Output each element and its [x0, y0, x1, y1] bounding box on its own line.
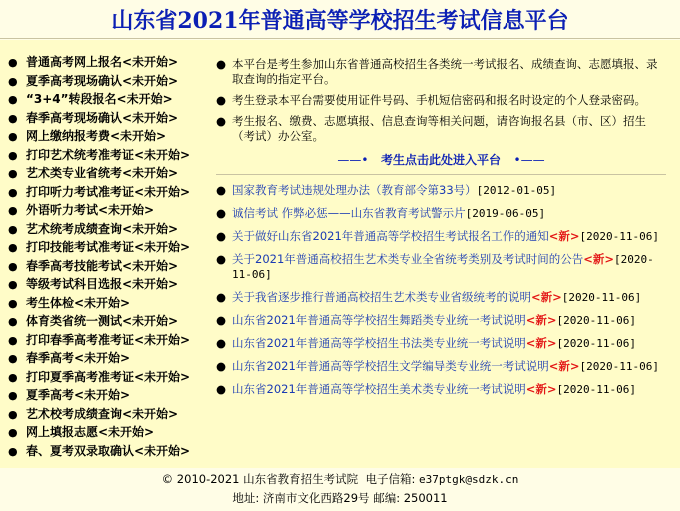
bullet-icon: ● — [216, 313, 227, 327]
bullet-icon: ● — [8, 389, 18, 402]
sidebar-item[interactable] — [8, 109, 206, 128]
news-item — [216, 290, 666, 305]
news-item — [216, 313, 666, 328]
news-item — [216, 336, 666, 351]
sidebar-item[interactable] — [8, 294, 206, 313]
copyright-text: © 2010-2021 山东省教育招生考试院 — [161, 472, 359, 486]
sidebar-item[interactable] — [8, 405, 206, 424]
footer-address: 地址: 济南市文化西路29号 邮编: 250011 — [232, 491, 448, 505]
news-item — [216, 382, 666, 397]
bullet-icon: ● — [8, 204, 18, 217]
sidebar-item-label[interactable]: 打印夏季高考准考证<未开始> — [26, 369, 191, 384]
news-item — [216, 206, 666, 221]
main-content — [216, 57, 666, 405]
sidebar-item-label[interactable]: 夏季高考<未开始> — [26, 388, 131, 402]
news-item — [216, 252, 666, 282]
bullet-icon: ● — [216, 359, 227, 373]
news-item — [216, 183, 666, 198]
new-badge: <新> — [525, 336, 557, 350]
sidebar-item-label[interactable]: 外语听力考试<未开始> — [26, 203, 155, 217]
intro-notices — [216, 57, 666, 144]
news-date: [2020-11-06] — [556, 337, 637, 350]
bullet-icon: ● — [8, 130, 18, 143]
sidebar-item-label[interactable]: “3+4”转段报名<未开始> — [26, 92, 173, 106]
bullet-icon: ● — [216, 183, 227, 197]
email-label: 电子信箱: — [365, 472, 416, 486]
enter-platform-link[interactable] — [216, 152, 666, 168]
sidebar-item-label[interactable]: 普通高考网上报名<未开始> — [26, 55, 179, 69]
bullet-icon: ● — [8, 185, 18, 199]
sidebar-item[interactable] — [8, 349, 206, 368]
bullet-icon: ● — [8, 241, 18, 254]
news-date: [2020-11-06] — [579, 360, 660, 373]
sidebar-item-label[interactable]: 艺术类专业省统考<未开始> — [26, 166, 179, 180]
sidebar-item-label[interactable]: 艺术校考成绩查询<未开始> — [26, 406, 179, 421]
news-link[interactable]: 山东省2021年普通高等学校招生美术类专业统一考试说明 — [232, 382, 526, 396]
news-list — [216, 183, 666, 397]
news-date: [2019-06-05] — [465, 207, 546, 220]
news-link[interactable]: 山东省2021年普通高等学校招生文学编导类专业统一考试说明 — [232, 359, 549, 373]
sidebar-item[interactable] — [8, 312, 206, 331]
sidebar-item-label[interactable]: 打印技能考试准考证<未开始> — [26, 240, 191, 254]
sidebar-item-label[interactable]: 春季高考<未开始> — [26, 351, 131, 365]
sidebar-item[interactable] — [8, 146, 206, 165]
new-badge: <新> — [583, 252, 615, 266]
arrow-right-icon: •—— — [513, 153, 545, 167]
news-date: [2020-11-06] — [556, 314, 637, 327]
sidebar-item[interactable] — [8, 423, 206, 442]
bullet-icon: ● — [216, 57, 227, 71]
email-link[interactable]: e37ptgk@sdzk.cn — [419, 473, 519, 486]
sidebar-item-label[interactable]: 春季高考技能考试<未开始> — [26, 258, 179, 273]
sidebar — [8, 53, 206, 460]
bullet-icon: ● — [216, 114, 227, 128]
sidebar-item[interactable] — [8, 442, 206, 461]
news-date: [2012-01-05] — [476, 184, 557, 197]
site-footer — [0, 470, 680, 511]
intro-item — [216, 114, 666, 144]
sidebar-item-label[interactable]: 春、夏考双录取确认<未开始> — [26, 443, 191, 458]
new-badge: <新> — [525, 382, 557, 396]
bullet-icon: ● — [8, 222, 18, 236]
bullet-icon: ● — [8, 278, 18, 291]
bullet-icon: ● — [8, 259, 18, 273]
intro-text: 考生登录本平台需要使用证件号码、手机短信密码和报名时设定的个人登录密码。 — [232, 93, 646, 107]
intro-item — [216, 57, 666, 87]
sidebar-item[interactable] — [8, 90, 206, 109]
header-divider — [0, 38, 680, 39]
sidebar-item-label[interactable]: 体育类省统一测试<未开始> — [26, 314, 179, 328]
new-badge: <新> — [531, 290, 562, 304]
bullet-icon: ● — [8, 93, 18, 106]
sidebar-item[interactable] — [8, 72, 206, 91]
sidebar-list — [8, 53, 206, 460]
intro-item — [216, 93, 666, 108]
arrow-left-icon: ——• — [337, 153, 369, 167]
sidebar-item[interactable] — [8, 53, 206, 72]
sidebar-item-label[interactable]: 考生体检<未开始> — [26, 295, 131, 310]
sidebar-item[interactable] — [8, 183, 206, 202]
bullet-icon: ● — [8, 407, 18, 421]
news-link[interactable]: 山东省2021年普通高等学校招生书法类专业统一考试说明 — [232, 336, 526, 350]
news-date: [2020-11-06] — [232, 253, 654, 281]
news-date: [2020-11-06] — [556, 383, 637, 396]
bullet-icon: ● — [216, 290, 227, 304]
new-badge: <新> — [548, 229, 580, 243]
news-link[interactable]: 山东省2021年普通高等学校招生舞蹈类专业统一考试说明 — [232, 313, 526, 327]
new-badge: <新> — [548, 359, 580, 373]
sidebar-item-label[interactable]: 等级考试科目选报<未开始> — [26, 277, 179, 291]
bullet-icon: ● — [8, 370, 18, 384]
news-date: [2020-11-06] — [561, 291, 642, 304]
bullet-icon: ● — [8, 148, 18, 162]
intro-text: 考生报名、缴费、志愿填报、信息查询等相关问题，请咨询报名县（市、区）招生（考试）办公室。 — [232, 114, 646, 143]
page-title: 山东省2021年普通高等学校招生考试信息平台 — [111, 7, 569, 34]
bullet-icon: ● — [8, 56, 18, 69]
sidebar-item-label[interactable]: 打印听力考试准考证<未开始> — [26, 184, 191, 199]
entry-divider — [216, 174, 666, 175]
bullet-icon: ● — [8, 352, 18, 365]
bullet-icon: ● — [8, 315, 18, 328]
bullet-icon: ● — [216, 336, 227, 350]
new-badge: <新> — [525, 313, 557, 327]
sidebar-item[interactable] — [8, 275, 206, 294]
sidebar-item[interactable] — [8, 238, 206, 257]
bullet-icon: ● — [8, 167, 18, 180]
news-link[interactable]: 关于2021年普通高校招生艺术类专业全省统考类别及考试时间的公告 — [232, 252, 584, 266]
sidebar-item-label[interactable]: 打印春季高考准考证<未开始> — [26, 332, 191, 347]
enter-platform-label[interactable]: 考生点击此处进入平台 — [380, 153, 501, 167]
news-item — [216, 229, 666, 244]
sidebar-item[interactable] — [8, 368, 206, 387]
bullet-icon: ● — [216, 252, 227, 266]
bullet-icon: ● — [216, 206, 227, 220]
bullet-icon: ● — [8, 426, 18, 439]
sidebar-item[interactable] — [8, 257, 206, 276]
sidebar-item[interactable] — [8, 386, 206, 405]
footer-copyright-line — [0, 470, 680, 489]
bullet-icon: ● — [8, 74, 18, 88]
news-link[interactable]: 诚信考试 作弊必惩——山东省教育考试警示片 — [232, 206, 466, 220]
sidebar-item[interactable] — [8, 127, 206, 146]
bullet-icon: ● — [8, 296, 18, 310]
bullet-icon: ● — [8, 444, 18, 458]
sidebar-item[interactable] — [8, 220, 206, 239]
news-link[interactable]: 关于我省逐步推行普通高校招生艺术类专业省级统考的说明 — [232, 290, 531, 304]
sidebar-item-label[interactable]: 打印艺术统考准考证<未开始> — [26, 147, 191, 162]
sidebar-item-label[interactable]: 艺术统考成绩查询<未开始> — [26, 221, 179, 236]
news-link[interactable]: 国家教育考试违规处理办法（教育部令第33号） — [232, 183, 477, 197]
sidebar-item-label[interactable]: 春季高考现场确认<未开始> — [26, 110, 179, 125]
sidebar-item-label[interactable]: 网上填报志愿<未开始> — [26, 425, 155, 439]
news-date: [2020-11-06] — [579, 230, 660, 243]
news-item — [216, 359, 666, 374]
sidebar-item-label[interactable]: 夏季高考现场确认<未开始> — [26, 73, 179, 88]
bullet-icon: ● — [216, 229, 227, 243]
bullet-icon: ● — [216, 382, 227, 396]
sidebar-item[interactable] — [8, 201, 206, 220]
sidebar-item[interactable] — [8, 164, 206, 183]
site-header — [0, 0, 680, 38]
sidebar-item-label[interactable]: 网上缴纳报考费<未开始> — [26, 129, 167, 143]
bullet-icon: ● — [8, 333, 18, 347]
news-link[interactable]: 关于做好山东省2021年普通高等学校招生考试报名工作的通知 — [232, 229, 549, 243]
bullet-icon: ● — [8, 111, 18, 125]
bullet-icon: ● — [216, 93, 227, 107]
sidebar-item[interactable] — [8, 331, 206, 350]
intro-text: 本平台是考生参加山东省普通高校招生各类统一考试报名、成绩查询、志愿填报、录取查询的指定平台。 — [232, 57, 658, 86]
